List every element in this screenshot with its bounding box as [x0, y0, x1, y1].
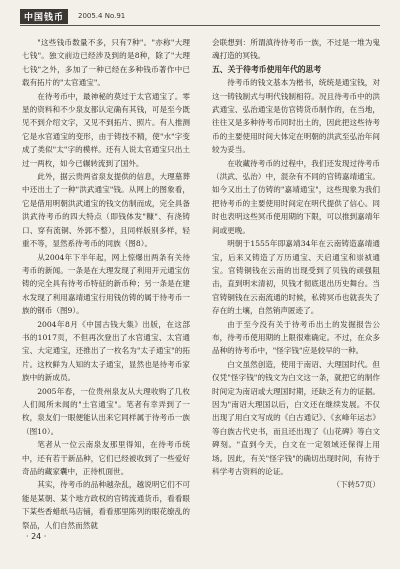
paragraph: 明朝于1555年即嘉靖34年在云南铸造嘉靖通宝，后来又铸造了万历通宝、天启通宝和崇祯通宝。官铸铜钱在云南的出现受到了贝钱的顽强阻击，直到明末清初，贝钱才彻底退出历史舞台。当官铸铜钱在云南流通的时候，私铸冥币也就丧失了存在的土壤，自然销声匿迹了。: [212, 239, 380, 316]
section-heading: 五、关于待考币使用年代的思考: [212, 64, 322, 74]
continued-note: （下转57页）: [332, 480, 380, 490]
paragraph: 2004年8月《中国古钱大集》出版，在这部书的1017页，不但再次登出了水官通宝、太官通宝、大定通宝，还推出了一枚名为"太子通宝"的拓片。这枚鲜为人知的太子通宝，显然也是待考币家族中的新成员。: [22, 319, 190, 383]
paragraph: 此外，据云贵两省泉友提供的信息，大理墓葬中还出土了一种"洪武通宝"钱。从网上的图象看，它是借用明朝洪武通宝的钱文仿制而成，完全具备洪武待考币的四大特点（即钱体发"糠"、有浇铸口、穿有流铜、外郭不整），且同样版别多样，轻重不等，显然系待考币的同族（图8）。: [22, 172, 190, 249]
paragraph: 其实，待考币的品种越杂乱，越说明它们不可能是某朝、某个地方政权的官铸流通货币，看看眼下某些香蜡纸马店铺，看看那里陈列的眼花缭乱的祭品，人们自然而然就: [22, 480, 190, 530]
paragraph: 从2004年下半年起，网上惊爆出两条有关待考币的新闻。一条是在大理发现了利用开元通宝仿铸的完全具有待考币特征的新币种；另一条是在建水发现了利用嘉靖通宝行用钱仿铸的属于待考币一族的钢币（图9）。: [22, 252, 190, 316]
left-column: [22, 36, 190, 532]
paragraph: 2005年春，一位贵州泉友从大理收购了几枚人们闻所未闻的"土官通宝"。笔者有幸弄到了一枚，泉友们一眼便能认出来它同样属于待考币一族（图10）。: [22, 386, 190, 436]
paragraph: 白文虽然创造，使用于南诏、大理国时代。但仅凭"怪字钱"的钱文为白文这一条，就把它的制作时间定为南诏或大理国时期，还缺乏有力的证据。因为"南诏大理国以后，白文还在继续发展。不仅出现了用白文写成的《白古通记》、《玄峰年运志》等白族古代史书，而且还出现了《山花碑》等白文碑刻。"直到今天，白文在一定领域还保得上用场。因此，有关"怪字钱"的确切出现时间，有待于科学考古资料的论证。: [212, 359, 380, 476]
paragraph: "这些钱币数量不多，只有7种"。"亦称"大理七钱"。独文前边已经涉及到的是8种，除了"大理七钱"之外，多加了一种已经在多种钱币著作中已载有拓片的"太官通宝"。: [22, 38, 190, 88]
paragraph: 会联想到：所谓滇待待考币一族，不过是一堆为鬼魂打造的冥钱。: [212, 38, 380, 61]
magazine-title: 中国钱币: [20, 9, 68, 24]
right-column: [212, 36, 380, 492]
paragraph: 在收藏待考币的过程中，我们还发现过待考币（洪武、弘治）中，混杂有不同的官铸嘉靖通宝。如今又出土了仿铸的"嘉靖通宝"，这些现象为我们把待考币的主要使用时间定在明代提供了信心。同时也表明这些冥币使用期的下限，可以推到嘉靖年间或更晚。: [212, 158, 380, 235]
paragraph: 由于至今没有关于待考币出土的发掘报告公布，待考币使用期的上限很难确定。不过，在众多品种的待考币中，"怪字钱"应是较早的一种。: [212, 319, 380, 356]
issue-number: 2005.4 No.91: [78, 12, 126, 20]
page-number: · 24 ·: [26, 532, 47, 541]
paragraph: 待考币的钱文基本为楷书，统统是通宝钱，对这一铸钱制式与明代钱制相符。况且待考币中的洪武通宝、弘治通宝是仿官铸货币制作的，在当地，往往又是多种待考币同时出土的，因此把这些待考币的主要使用时间大体定在明朝的洪武至弘治年间较为妥当。: [212, 78, 380, 155]
paragraph: 笔者从一位云南泉友那里得知，在待考币统中，还有若干新品种，它们已经被收到了一些爱好奇品的藏家囊中，正待机面世。: [22, 440, 190, 476]
running-header: [20, 9, 380, 26]
paragraph: 在待考币中，最神秘的莫过于太官通宝了。零星的资料和不少泉友都认定确有其钱，可是至今既见不到介绍文字，又见不到拓片、照片。有人推测它是水官通宝的变形，由于铸技不精，使"水"字变成了类似"太"字的模样。还有人说太官通宝只出土过一两枚，如今已辗转流到了国外。: [22, 91, 190, 168]
